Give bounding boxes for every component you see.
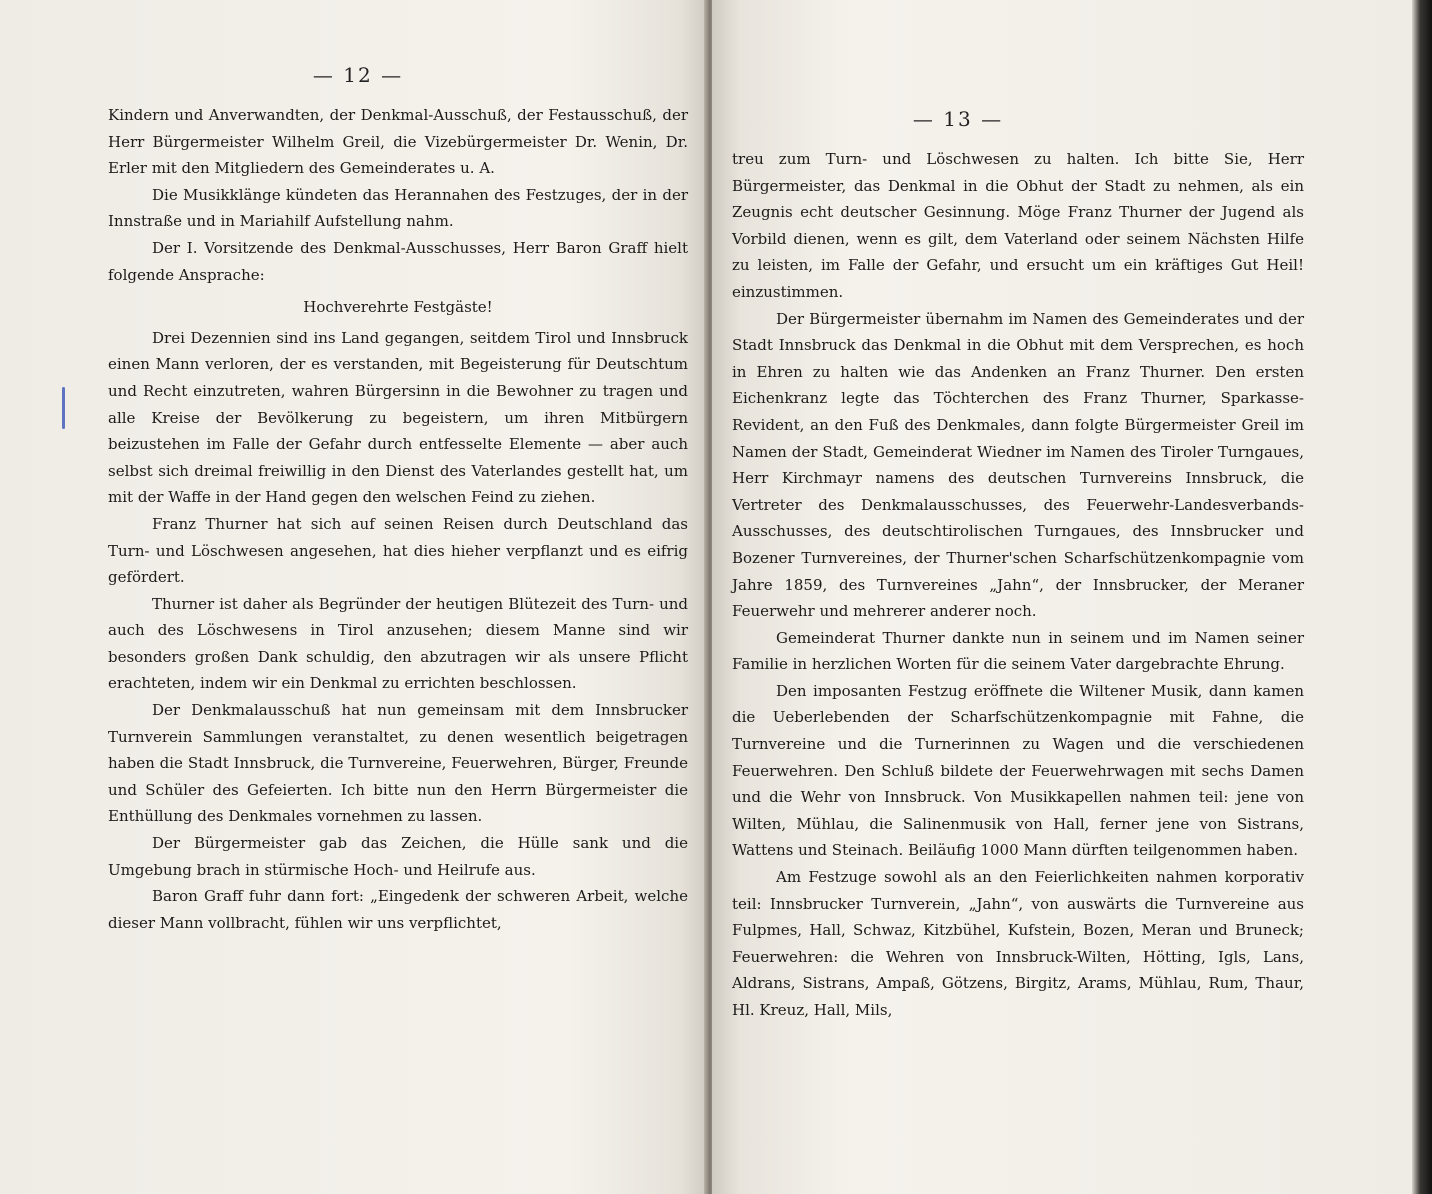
paragraph: Den imposanten Festzug eröffnete die Wiltener Musik, dann kamen die Ueberlebenden der Scharfschützenkompagnie mit Fahne, die Turnvereine und die Turnerinnen zu Wagen und die verschiedenen Feuerwehren. Den Schluß bildete der Feuerwehrwagen mit sechs Damen und die Wehr von Innsbruck. Von Musikkapellen nahmen teil: jene von Wilten, Mühlau, die Salinenmusik von Hall, ferner jene von Sistrans, Wattens und Steinach. Beiläufig 1000 Mann dürften teilgenommen haben.	[732, 681, 1304, 860]
left-page-text	[108, 102, 688, 936]
paragraph: Der Bürgermeister übernahm im Namen des Gemeinderates und der Stadt Innsbruck das Denkmal in die Obhut mit dem Versprechen, es hoch in Ehren zu halten wie das Andenken an Franz Thurner. Den ersten Eichenkranz legte das Töchterchen des Franz Thurner, Sparkasse-Revident, an den Fuß des Denkmales, dann folgte Bürgermeister Greil im Namen der Stadt, Gemeinderat Wiedner im Namen des Tiroler Turngaues, Herr Kirchmayr namens des deutschen Turnvereins Innsbruck, die Vertreter des Denkmalausschusses, des Feuerwehr-Landesverbands-Ausschusses, des deutschtirolischen Turngaues, des Innsbrucker und Bozener Turnvereines, der Thurner'schen Scharfschützenkompagnie vom Jahre 1859, des Turnvereines „Jahn“, der Innsbrucker, der Meraner Feuerwehr und mehrerer anderer noch.	[732, 309, 1304, 621]
paragraph: Thurner ist daher als Begründer der heutigen Blütezeit des Turn- und auch des Löschwesens in Tirol anzusehen; diesem Manne sind wir besonders großen Dank schuldig, den abzutragen wir als unsere Pflicht erachteten, indem wir ein Denkmal zu errichten beschlossen.	[108, 594, 688, 693]
pen-mark	[62, 387, 65, 429]
paragraph: Kindern und Anverwandten, der Denkmal-Ausschuß, der Festausschuß, der Herr Bürgermeister Wilhelm Greil, die Vizebürgermeister Dr. Wenin, Dr. Erler mit den Mitgliedern des Gemeinderates u. A.	[108, 106, 688, 178]
paragraph: Am Festzuge sowohl als an den Feierlichkeiten nahmen korporativ teil: Innsbrucker Turnverein, „Jahn“, von auswärts die Turnvereine aus Fulpmes, Hall, Schwaz, Kitzbühel, Kufstein, Bozen, Meran und Bruneck; Feuerwehren: die Wehren von Innsbruck-Wilten, Hötting, Igls, Lans, Aldrans, Sistrans, Ampaß, Götzens, Birgitz, Arams, Mühlau, Rum, Thaur, Hl. Kreuz, Hall, Mils,	[732, 868, 1304, 1019]
paragraph: Drei Dezennien sind ins Land gegangen, seitdem Tirol und Innsbruck einen Mann verloren, der es verstanden, mit Begeisterung für Deutschtum und Recht einzutreten, wahren Bürgersinn in die Bewohner zu tragen und alle Kreise der Bevölkerung zu begeistern, um ihren Mitbürgern beizustehen im Falle der Gefahr durch entfesselte Elemente — aber auch selbst sich dreimal freiwillig in den Dienst des Vaterlandes gestellt hat, um mit der Waffe in der Hand gegen den welschen Feind zu ziehen.	[108, 328, 688, 507]
paragraph: Baron Graff fuhr dann fort: „Eingedenk der schweren Arbeit, welche dieser Mann vollbracht, fühlen wir uns verpflichtet,	[108, 887, 688, 932]
page-number-right: — 13 —	[912, 107, 1004, 131]
paragraph: Der Denkmalausschuß hat nun gemeinsam mit dem Innsbrucker Turnverein Sammlungen veranstaltet, zu denen wesentlich beigetragen haben die Stadt Innsbruck, die Turnvereine, Feuerwehren, Bürger, Freunde und Schüler des Gefeierten. Ich bitte nun den Herrn Bürgermeister die Enthüllung des Denkmales vornehmen zu lassen.	[108, 701, 688, 826]
paragraph: treu zum Turn- und Löschwesen zu halten. Ich bitte Sie, Herr Bürgermeister, das Denkmal in die Obhut der Stadt zu nehmen, als ein Zeugnis echt deutscher Gesinnung. Möge Franz Thurner der Jugend als Vorbild dienen, wenn es gilt, dem Vaterland oder seinem Nächsten Hilfe zu leisten, im Falle der Gefahr, und ersucht um ein kräftiges Gut Heil! einzustimmen.	[732, 150, 1304, 301]
page-number-left: — 12 —	[312, 63, 404, 87]
left-page	[0, 0, 708, 1194]
right-page	[712, 0, 1412, 1194]
right-page-text	[732, 146, 1304, 1024]
page-edge	[1412, 0, 1432, 1194]
paragraph: Gemeinderat Thurner dankte nun in seinem und im Namen seiner Familie in herzlichen Worten für die seinem Vater dargebrachte Ehrung.	[732, 628, 1304, 674]
speech-heading: Hochverehrte Festgäste!	[303, 298, 493, 317]
paragraph: Der I. Vorsitzende des Denkmal-Ausschusses, Herr Baron Graff hielt folgende Ansprache:	[108, 238, 688, 284]
paragraph: Franz Thurner hat sich auf seinen Reisen durch Deutschland das Turn- und Löschwesen angesehen, hat dies hieher verpflanzt und es eifrig gefördert.	[108, 514, 688, 587]
paragraph: Der Bürgermeister gab das Zeichen, die Hülle sank und die Umgebung brach in stürmische Hoch- und Heilrufe aus.	[108, 834, 688, 879]
paragraph: Die Musikklänge kündeten das Herannahen des Festzuges, der in der Innstraße und in Mariahilf Aufstellung nahm.	[108, 185, 688, 231]
